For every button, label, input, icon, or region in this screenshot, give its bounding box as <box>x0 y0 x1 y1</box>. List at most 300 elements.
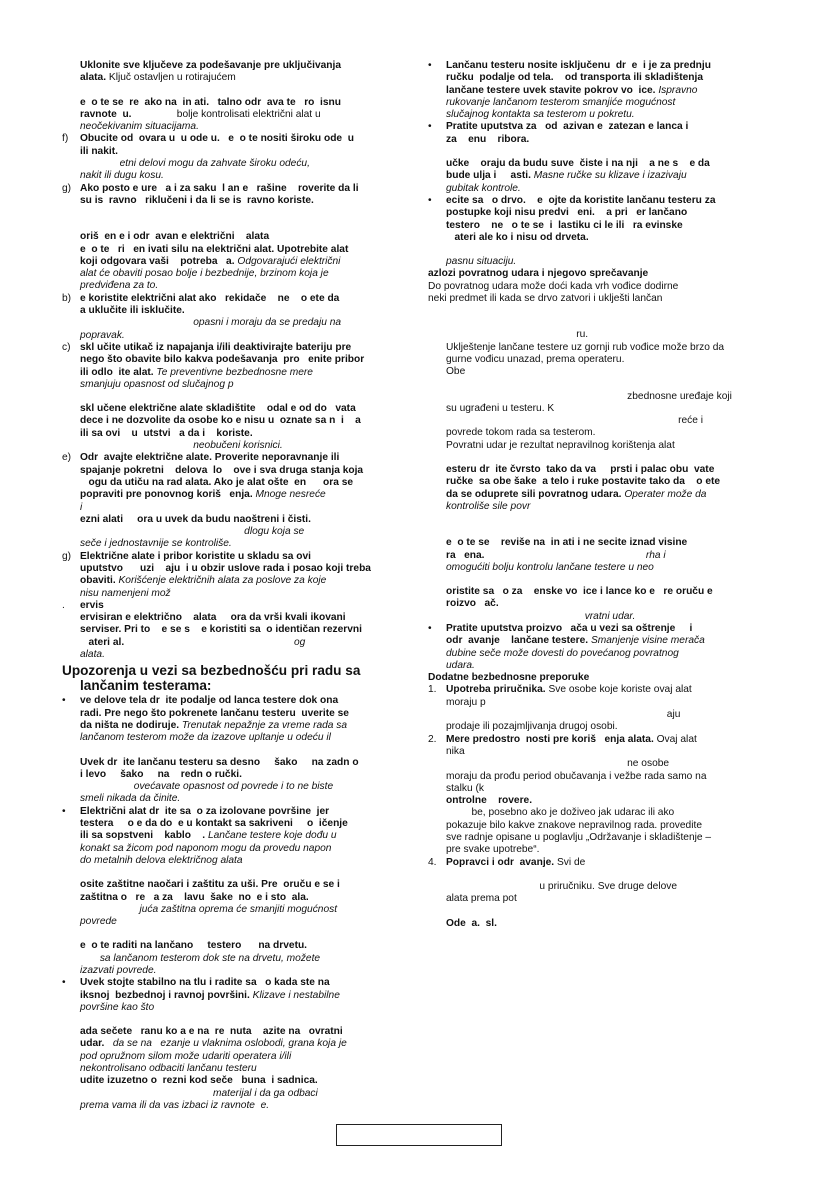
text-line <box>446 440 778 452</box>
list-marker: • <box>62 695 66 707</box>
text-run: Uvek dr ite lančanu testeru sa desno šako na zadn o <box>80 756 359 768</box>
text-line <box>446 60 778 72</box>
text-run: Ode a. sl. <box>446 917 497 929</box>
text-line <box>80 879 410 891</box>
text-run: Električne alate i pribor koristite u skladu sa ovi <box>80 550 311 562</box>
text-line <box>80 146 410 158</box>
paragraph-gap <box>428 146 778 158</box>
paragraph-gap <box>428 305 778 329</box>
text-line <box>80 1075 410 1087</box>
text-run-tail: Smanjenje visine merača <box>588 635 705 647</box>
text-run: Uklonite sve ključeve za podešavanje pre uključivanja <box>80 60 342 71</box>
text-run-tail: Ključ ostavljen u rotirajućem <box>106 72 236 84</box>
paragraph-gap <box>62 391 410 403</box>
text-run: da se oduprete sili povratnog udara. <box>446 488 622 500</box>
text-line <box>446 734 778 746</box>
text-line <box>80 732 410 744</box>
text-run: sve radnje opisane u poglavlju „Održavanje i skladištenje – <box>446 832 712 844</box>
text-run: su is ravno riklučeni i da li se is ravno koriste. <box>80 194 314 206</box>
text-run-tail: Sve osobe koje koriste ovaj alat <box>545 684 692 696</box>
text-line <box>80 965 410 977</box>
paragraph-gap <box>62 928 410 940</box>
text-run: pre svake upotrebe“. <box>446 844 540 856</box>
text-run: omogućiti bolju kontrolu lančane testere u neo <box>446 561 654 573</box>
list-marker: c) <box>62 341 71 353</box>
text-line <box>446 598 778 610</box>
text-line <box>446 820 778 832</box>
text-run: e o te se re ako na in ati. talno odr ava te ro isnu <box>80 96 341 108</box>
text-line <box>80 575 410 587</box>
text-run: udar. <box>80 1038 105 1050</box>
text-line <box>80 195 410 207</box>
text-line <box>80 183 410 195</box>
text-line <box>446 220 778 232</box>
text-run: ontrolne rovere. <box>446 795 533 807</box>
text-run: Ako posto e ure a i za saku l an e rašine roverite da li <box>80 182 359 194</box>
text-run: sa lančanom testerom dok ste na drvetu, možete <box>80 952 321 964</box>
text-run: skl učite utikač iz napajanja i/ili deaktivirajte bateriju pre <box>80 341 352 353</box>
text-run: alata prema pot <box>446 893 517 905</box>
text-run: juća zaštitna oprema će smanjiti mogućnost <box>80 903 338 915</box>
text-run-tail: Svi de <box>554 856 586 868</box>
text-run: gurne vođicu unazad, prema operateru. <box>446 353 625 365</box>
text-run: postupke koji nisu predvi eni. a pri er lančano <box>446 207 688 219</box>
text-item <box>428 857 778 869</box>
text-run: aju <box>446 709 681 721</box>
text-run: ecite sa o drvo. e ojte da koristite lančanu testeru za <box>446 194 716 206</box>
text-line <box>80 818 410 830</box>
text-line <box>80 793 410 805</box>
text-line <box>80 588 410 600</box>
text-line <box>446 342 778 354</box>
text-run: učke oraju da budu suve čiste i na nji a ne s e da <box>446 158 710 170</box>
text-item <box>428 684 778 733</box>
text-line <box>80 940 410 952</box>
text-line <box>80 1026 410 1038</box>
text-run: materijal i da ga odbaci <box>80 1087 318 1099</box>
text-run-tail: Lančane testere koje dođu u <box>205 830 337 842</box>
text-run: povrede <box>80 916 117 928</box>
text-line <box>446 586 778 598</box>
text-line <box>446 807 778 819</box>
text-line <box>80 60 410 72</box>
text-run: vratni udar. <box>446 610 636 622</box>
text-item <box>428 623 778 672</box>
text-run-tail: Ovaj alat <box>653 733 697 745</box>
text-run: da ništa ne dodiruje. <box>80 719 180 731</box>
text-line <box>446 844 778 856</box>
text-line <box>80 379 410 391</box>
text-run: testera o e da do e u kontakt sa sakriveni o ičenje <box>80 818 348 830</box>
text-line <box>80 904 410 916</box>
text-run: esteru dr ite čvrsto tako da va prsti i palac obu vate <box>446 464 715 476</box>
text-run: moraju da prođu period obučavanja i vežbe rada samo na <box>446 770 707 782</box>
text-run: lančane testere uvek stavite pokrov vo ice. <box>446 84 656 96</box>
text-line <box>80 781 410 793</box>
text-run: Pratite uputstva za od azivan e zatezan e lanca i <box>446 121 689 133</box>
text-run: spajanje pokretni delova lo ove i sva druga stanja koja <box>80 464 364 476</box>
text-run: udite izuzetno o rezni kod seče buna i sadnica. <box>80 1075 318 1087</box>
text-line <box>446 134 778 146</box>
text-run-tail: Odgovarajući električni <box>234 255 341 267</box>
text-run: Pratite uputstva proizvo ača u vezi sa oštrenje i <box>446 622 693 634</box>
list-marker: • <box>428 622 432 634</box>
text-run: za enu ribora. <box>446 133 530 145</box>
text-line <box>80 892 410 904</box>
text-line <box>446 415 778 427</box>
text-line <box>80 354 410 366</box>
text-run: ada sečete ranu ko a e na re nuta azite na ovratni <box>80 1026 343 1038</box>
text-run-tail: Klizave i nestabilne <box>249 989 340 1001</box>
text-line <box>446 709 778 721</box>
text-run: predviđena za to. <box>80 280 159 292</box>
text-line <box>446 476 778 488</box>
text-run: i levo šako na redn o ručki. <box>80 768 242 780</box>
text-run: nakit ili dugu kosu. <box>80 170 164 182</box>
text-run: ogu da utiču na rad alata. Ako je alat oštе en ora se <box>80 476 354 488</box>
text-line <box>446 660 778 672</box>
text-line <box>446 746 778 758</box>
text-line <box>80 1100 410 1112</box>
text-line <box>446 721 778 733</box>
text-line <box>80 158 410 170</box>
text-line <box>80 953 410 965</box>
text-line <box>446 562 778 574</box>
paragraph-gap <box>62 207 410 231</box>
text-run: smeli nikada da činite. <box>80 793 181 805</box>
text-run: moraju p <box>446 696 486 708</box>
text-run: osite zaštitne naočari i zaštitu za uši. Pre oruču e se i <box>80 879 340 891</box>
text-item <box>428 881 778 906</box>
text-line <box>446 427 778 439</box>
paragraph-gap <box>428 452 778 464</box>
page-number-box <box>336 1124 502 1146</box>
text-run: ateri al. <box>80 636 125 648</box>
text-run: su ugrađeni u testeru. K <box>446 402 555 414</box>
text-item <box>62 551 410 600</box>
text-run: serviser. Pri to e se s e koristiti sa o identičan rezervni <box>80 624 362 636</box>
text-run: ili odlo ite alat. <box>80 366 154 378</box>
text-line <box>446 158 778 170</box>
text-line <box>80 649 410 661</box>
text-line <box>446 832 778 844</box>
paragraph-gap <box>428 906 778 918</box>
text-run: roizvo ač. <box>446 598 499 610</box>
text-line <box>446 109 778 121</box>
text-line <box>80 708 410 720</box>
text-line <box>80 538 410 550</box>
text-run-tail: Operater može da <box>621 488 707 500</box>
text-run: Povratni udar je rezultat nepravilnog korištenja alat <box>446 439 675 451</box>
text-line <box>80 403 410 415</box>
text-run: udara. <box>446 659 475 671</box>
text-line <box>80 624 410 636</box>
text-line <box>80 489 410 501</box>
text-run: ručku podalje od tela. od transporta ili skladištenja <box>446 72 704 84</box>
text-run: Do povratnog udara može doći kada vrh vođice dodirne <box>428 280 679 292</box>
list-marker: • <box>428 60 432 71</box>
text-line <box>80 109 410 121</box>
text-line <box>80 977 410 989</box>
text-line <box>80 806 410 818</box>
text-line <box>80 72 410 84</box>
text-run: odr avanje lančane testere. <box>446 635 589 647</box>
text-line <box>446 97 778 109</box>
text-item <box>428 918 778 930</box>
text-line <box>446 121 778 133</box>
text-item <box>428 158 778 195</box>
text-item <box>428 586 778 623</box>
paragraph-gap <box>62 85 410 97</box>
section-heading <box>62 663 410 693</box>
text-line <box>80 830 410 842</box>
section-subheading <box>428 672 778 684</box>
text-item <box>62 452 410 513</box>
text-line <box>80 244 410 256</box>
text-line <box>80 1088 410 1100</box>
text-run: neobučeni korisnici. <box>80 440 283 452</box>
list-marker: • <box>62 805 66 817</box>
text-run: u priručniku. Sve druge delove <box>446 880 678 892</box>
text-run: nekontrolisano odbaciti lančanu testeru <box>80 1063 257 1075</box>
text-run: pod opružnom silom može udariti operatera i/ili <box>80 1050 292 1062</box>
text-run: radi. Pre nego što pokrenete lančanu testeru uverite se <box>80 707 349 719</box>
text-line <box>446 85 778 97</box>
text-line <box>446 550 778 562</box>
text-item <box>62 757 410 806</box>
text-run: ru. <box>446 329 589 341</box>
text-run: popraviti pre ponovnog koriš enja. <box>80 489 253 501</box>
text-run: popravak. <box>80 329 125 341</box>
text-line <box>446 232 778 244</box>
text-item <box>62 695 410 744</box>
text-run: ateri ale ko i nisu od drveta. <box>446 231 589 243</box>
text-run: smanjuju opasnost od slučajnog p <box>80 378 234 390</box>
text-item <box>428 464 778 513</box>
text-item <box>62 293 410 342</box>
text-line <box>80 133 410 145</box>
text-run-tail: Mnoge nesreće <box>252 489 326 501</box>
text-run: Lančanu testeru nosite isključenu dr e i je za prednju <box>446 60 711 71</box>
text-run: alata. <box>80 72 107 84</box>
text-line <box>446 648 778 660</box>
text-run: neki predmet ili kada se drvo zatvori i uklješti lančan <box>428 293 663 305</box>
paragraph-gap <box>428 513 778 537</box>
text-run: Upotreba priručnika. <box>446 684 546 696</box>
text-run: nisu namenjeni mož <box>80 587 171 599</box>
text-line <box>446 623 778 635</box>
text-item <box>428 60 778 121</box>
text-run: koji odgovara vaši potreba a. <box>80 255 235 267</box>
text-line <box>446 611 778 623</box>
text-line <box>446 684 778 696</box>
text-line <box>446 489 778 501</box>
paragraph-gap <box>428 574 778 586</box>
text-line <box>80 720 410 732</box>
list-marker: • <box>428 121 432 133</box>
text-run-tail: Trenutak nepažnje za vreme rada sa <box>179 719 348 731</box>
list-marker: f) <box>62 133 69 145</box>
text-item <box>62 231 410 292</box>
text-run: površine kao što <box>80 1001 155 1013</box>
text-item <box>62 940 410 977</box>
list-marker: 4. <box>428 856 437 868</box>
paragraph-gap <box>428 379 778 391</box>
text-line <box>80 231 410 243</box>
text-line <box>446 918 778 930</box>
text-run: Uvek stojte stabilno na tlu i radite sa o kada ste na <box>80 977 330 989</box>
list-marker: . <box>62 599 65 611</box>
right-column <box>428 60 778 930</box>
text-run: prema vama ili da vas izbaci iz ravnote e. <box>80 1099 270 1111</box>
list-marker: b) <box>62 292 72 304</box>
text-line <box>80 477 410 489</box>
text-line <box>446 195 778 207</box>
text-line <box>446 464 778 476</box>
text-run: neočekivanim situacijama. <box>80 121 199 133</box>
text-run: nego što obavite bilo kakva podešavanja pro enite pribor <box>80 354 365 366</box>
text-run: Električni alat dr ite sa o za izolovane površine jer <box>80 805 330 817</box>
text-run: Dodatne bezbednosne preporuke <box>428 672 590 684</box>
text-run: ručke sa obe šake a telo i ruke postavite tako da o ete <box>446 476 721 488</box>
list-marker: 1. <box>428 684 437 696</box>
text-item <box>62 600 410 661</box>
text-run: reće i <box>446 415 704 427</box>
text-run: oriš en e i odr avan e električni alata <box>80 231 270 243</box>
text-run: nika <box>446 745 465 757</box>
text-run: ervis <box>80 599 104 611</box>
text-line <box>446 881 778 893</box>
text-run: ve delove tela dr ite podalje od lanca testere dok ona <box>80 695 339 707</box>
text-line <box>446 893 778 905</box>
text-item <box>62 133 410 182</box>
text-line <box>428 293 778 305</box>
text-run: ili sa sopstveni kablo . <box>80 830 206 842</box>
text-run: opasni i moraju da se predaju na <box>80 317 342 329</box>
text-item <box>62 879 410 928</box>
text-line <box>80 170 410 182</box>
list-marker: • <box>428 194 432 206</box>
text-line <box>80 990 410 1002</box>
text-run: alat će obaviti posao bolje i bezbednije, brzinom koja je <box>80 268 329 280</box>
text-run: ili nakit. <box>80 145 118 157</box>
text-run-tail: Korišćenje električnih alata za poslove za koje <box>115 575 327 587</box>
text-line <box>446 366 778 378</box>
text-item <box>428 256 778 268</box>
text-run-tail: Masne ručke su klizave i izazivaju <box>530 170 687 182</box>
text-line <box>80 637 410 649</box>
text-line <box>428 672 778 684</box>
text-line <box>80 769 410 781</box>
text-run: stalku (k <box>446 782 484 794</box>
text-run: e koristite električni alat ako rekidače ne o ete da <box>80 292 340 304</box>
text-run: obaviti. <box>80 575 116 587</box>
text-line <box>446 183 778 195</box>
text-item <box>62 183 410 208</box>
list-marker: 2. <box>428 733 437 745</box>
text-line <box>80 97 410 109</box>
text-line <box>80 342 410 354</box>
text-run: azlozi povratnog udara i njegovo sprečavanje <box>428 268 649 280</box>
text-line <box>80 440 410 452</box>
text-item <box>428 391 778 452</box>
text-run: zaštitna o re a za lavu šake no e i sto ala. <box>80 891 309 903</box>
text-item <box>62 403 410 452</box>
section-subheading <box>428 268 778 305</box>
text-run: izazvati povrede. <box>80 965 157 976</box>
text-line <box>80 293 410 305</box>
list-marker: • <box>62 977 66 989</box>
text-line <box>446 501 778 513</box>
text-item <box>428 329 778 378</box>
text-line <box>80 526 410 538</box>
text-line <box>80 502 410 514</box>
text-line <box>80 330 410 342</box>
text-line <box>446 635 778 647</box>
text-run: alata. <box>80 649 105 661</box>
text-run: seče i jednostavnije se kontroliše. <box>80 538 232 550</box>
text-line <box>80 305 410 317</box>
text-line <box>80 600 410 612</box>
text-line <box>446 403 778 415</box>
text-run: testero ne o te se i lastiku ci le ili ra evinske <box>446 219 683 231</box>
text-run: a uklučite ili isklučite. <box>80 305 185 317</box>
text-line <box>80 428 410 440</box>
text-item <box>62 1026 410 1112</box>
left-column <box>62 60 410 1112</box>
text-item <box>428 734 778 857</box>
text-line <box>80 855 410 867</box>
text-line <box>446 857 778 869</box>
text-line <box>446 783 778 795</box>
text-item <box>62 977 410 1014</box>
text-run: povrede tokom rada sa testerom. <box>446 427 596 439</box>
text-line <box>80 563 410 575</box>
text-run: bude ulja i asti. <box>446 170 531 182</box>
text-line <box>446 758 778 770</box>
text-run: e o te ri en ivati silu na električni alat. Upotrebite alat <box>80 243 349 255</box>
text-run: slučajnog kontakta sa testerom u pokretu. <box>446 109 635 121</box>
text-run: pasnu situaciju. <box>446 256 517 268</box>
text-run-tail: da se na ezanje u vlaknima oslobodi, grana koja je <box>104 1038 347 1050</box>
text-line <box>80 415 410 427</box>
text-line <box>80 121 410 133</box>
text-line <box>446 697 778 709</box>
section-heading-line2: lančanim testerama: <box>80 678 212 694</box>
text-line <box>80 757 410 769</box>
text-run: ra ena. <box>446 549 485 561</box>
text-line <box>80 695 410 707</box>
text-run: Mere predostro nosti pre koriš enja alata. <box>446 733 654 745</box>
text-line <box>80 280 410 292</box>
text-run: do metalnih delova električnog alata <box>80 854 243 866</box>
text-run: rukovanje lančanom testerom smanjiće mogućnost <box>446 96 676 108</box>
text-line <box>80 452 410 464</box>
text-run-tail: Te preventivne bezbednosne mere <box>153 366 313 378</box>
text-run: prodaje ili pozajmljivanja drugoj osobi. <box>446 721 618 733</box>
text-run-tail: rha i <box>484 549 666 561</box>
text-run-tail: og <box>124 636 306 648</box>
section-heading-line1: Upozorenja u vezi sa bezbednošću pri radu sa <box>62 663 361 679</box>
text-line <box>80 268 410 280</box>
text-run-tail: bolje kontrolisati električni alat u <box>131 108 321 120</box>
text-run: lančanom testerom može da izazove upltanje u odeću il <box>80 732 331 744</box>
text-line <box>446 537 778 549</box>
text-item <box>62 342 410 391</box>
list-marker: g) <box>62 182 72 194</box>
list-marker: g) <box>62 550 72 562</box>
text-line <box>446 329 778 341</box>
